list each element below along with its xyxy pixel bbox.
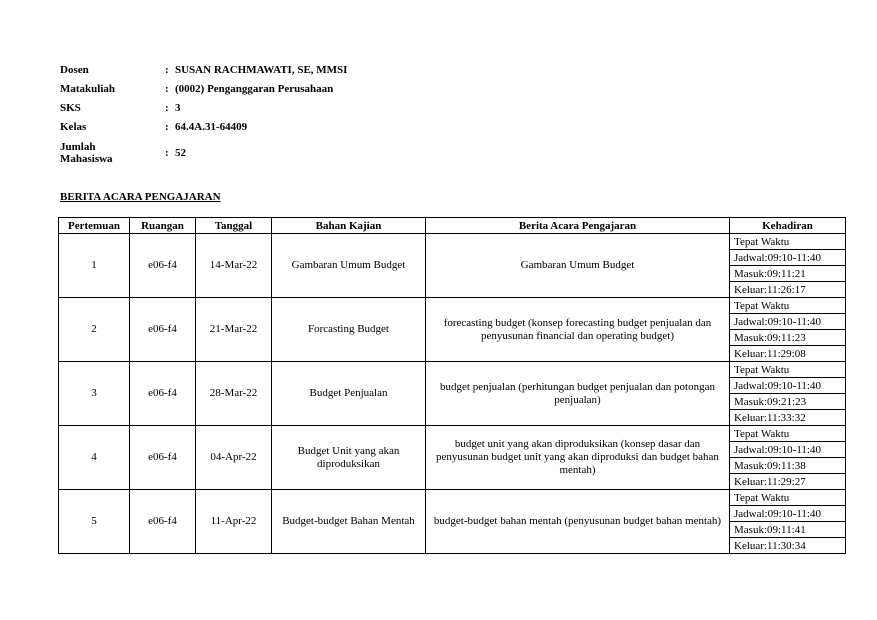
cell-kehadiran: Masuk:09:11:23 xyxy=(730,330,846,346)
cell-kehadiran: Masuk:09:11:41 xyxy=(730,522,846,538)
cell-tanggal: 28-Mar-22 xyxy=(196,362,272,426)
cell-bahan: Budget-budget Bahan Mentah xyxy=(272,490,426,554)
cell-tanggal: 11-Apr-22 xyxy=(196,490,272,554)
cell-kehadiran: Jadwal:09:10-11:40 xyxy=(730,314,846,330)
column-header: Pertemuan xyxy=(59,218,130,234)
info-label: Dosen xyxy=(60,63,89,76)
info-row-jumlah xyxy=(60,136,347,170)
info-colon: : xyxy=(165,82,169,95)
cell-tanggal: 04-Apr-22 xyxy=(196,426,272,490)
cell-pertemuan: 4 xyxy=(59,426,130,490)
cell-kehadiran: Tepat Waktu xyxy=(730,234,846,250)
table-row xyxy=(59,426,846,442)
cell-pertemuan: 5 xyxy=(59,490,130,554)
cell-ruangan: e06-f4 xyxy=(130,426,196,490)
info-colon: : xyxy=(165,120,169,133)
info-value: (0002) Penganggaran Perusahaan xyxy=(175,82,334,95)
cell-kehadiran: Keluar:11:29:08 xyxy=(730,346,846,362)
cell-kehadiran: Jadwal:09:10-11:40 xyxy=(730,506,846,522)
info-colon: : xyxy=(165,101,169,114)
cell-ruangan: e06-f4 xyxy=(130,234,196,298)
info-label: Matakuliah xyxy=(60,82,116,95)
cell-ruangan: e06-f4 xyxy=(130,298,196,362)
cell-ruangan: e06-f4 xyxy=(130,490,196,554)
info-label: SKS xyxy=(60,101,81,114)
info-row-kelas xyxy=(60,117,347,136)
cell-kehadiran: Jadwal:09:10-11:40 xyxy=(730,378,846,394)
cell-kehadiran: Masuk:09:11:38 xyxy=(730,458,846,474)
cell-kehadiran: Masuk:09:21:23 xyxy=(730,394,846,410)
cell-kehadiran: Tepat Waktu xyxy=(730,426,846,442)
cell-pertemuan: 2 xyxy=(59,298,130,362)
cell-kehadiran: Keluar:11:26:17 xyxy=(730,282,846,298)
cell-bahan: Forcasting Budget xyxy=(272,298,426,362)
cell-kehadiran: Keluar:11:29:27 xyxy=(730,474,846,490)
info-label: Jumlah Mahasiswa xyxy=(60,141,113,165)
column-header: Ruangan xyxy=(130,218,196,234)
info-row-matakuliah xyxy=(60,79,347,98)
cell-berita: budget penjualan (perhitungan budget penjualan dan potongan penjualan) xyxy=(426,362,730,426)
column-header: Bahan Kajian xyxy=(272,218,426,234)
section-heading: BERITA ACARA PENGAJARAN xyxy=(60,191,221,203)
table-row xyxy=(59,362,846,378)
cell-kehadiran: Jadwal:09:10-11:40 xyxy=(730,442,846,458)
cell-kehadiran: Tepat Waktu xyxy=(730,298,846,314)
info-value: SUSAN RACHMAWATI, SE, MMSI xyxy=(175,63,348,76)
cell-berita: budget unit yang akan diproduksikan (konsep dasar dan penyusunan budget unit yang akan diproduksi dan budget bahan mentah) xyxy=(426,426,730,490)
cell-kehadiran: Keluar:11:33:32 xyxy=(730,410,846,426)
table-row xyxy=(59,298,846,314)
info-row-dosen xyxy=(60,60,347,79)
table-header-row xyxy=(59,218,846,234)
info-row-sks xyxy=(60,98,347,117)
cell-kehadiran: Jadwal:09:10-11:40 xyxy=(730,250,846,266)
cell-berita: Gambaran Umum Budget xyxy=(426,234,730,298)
info-colon: : xyxy=(165,63,169,76)
column-header: Tanggal xyxy=(196,218,272,234)
cell-bahan: Budget Penjualan xyxy=(272,362,426,426)
cell-kehadiran: Keluar:11:30:34 xyxy=(730,538,846,554)
info-label: Kelas xyxy=(60,120,87,133)
cell-berita: forecasting budget (konsep forecasting budget penjualan dan penyusunan financial dan operating budget) xyxy=(426,298,730,362)
info-value: 3 xyxy=(175,101,181,114)
cell-tanggal: 14-Mar-22 xyxy=(196,234,272,298)
cell-bahan: Budget Unit yang akan diproduksikan xyxy=(272,426,426,490)
cell-kehadiran: Tepat Waktu xyxy=(730,490,846,506)
course-info xyxy=(60,60,347,170)
table-row xyxy=(59,234,846,250)
cell-tanggal: 21-Mar-22 xyxy=(196,298,272,362)
info-value: 64.4A.31-64409 xyxy=(175,120,248,133)
cell-ruangan: e06-f4 xyxy=(130,362,196,426)
cell-bahan: Gambaran Umum Budget xyxy=(272,234,426,298)
info-colon: : xyxy=(165,147,169,159)
table-row xyxy=(59,490,846,506)
cell-pertemuan: 3 xyxy=(59,362,130,426)
info-value: 52 xyxy=(175,147,186,159)
column-header: Kehadiran xyxy=(730,218,846,234)
attendance-table xyxy=(58,217,846,554)
cell-kehadiran: Masuk:09:11:21 xyxy=(730,266,846,282)
column-header: Berita Acara Pengajaran xyxy=(426,218,730,234)
cell-kehadiran: Tepat Waktu xyxy=(730,362,846,378)
cell-berita: budget-budget bahan mentah (penyusunan budget bahan mentah) xyxy=(426,490,730,554)
cell-pertemuan: 1 xyxy=(59,234,130,298)
